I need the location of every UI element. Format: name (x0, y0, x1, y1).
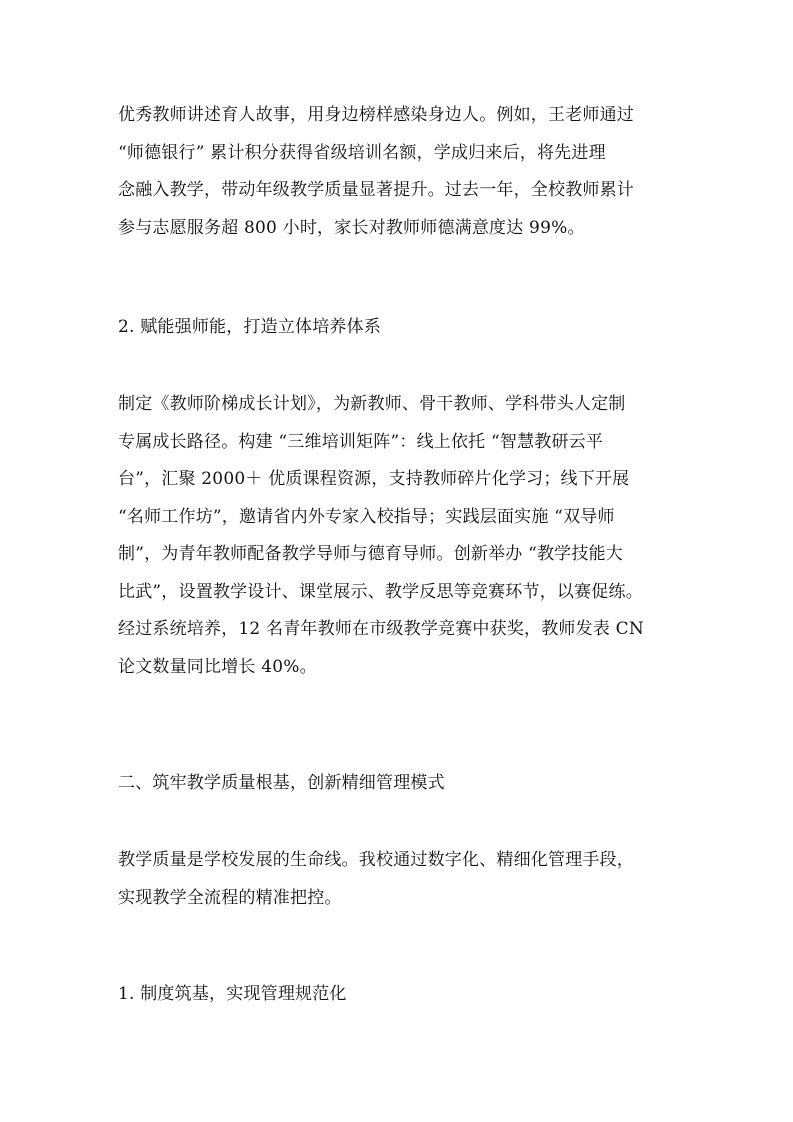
text-line: 参与志愿服务超 800 小时，家长对教师师德满意度达 99%。 (118, 217, 585, 238)
paragraph-quality-intro (118, 842, 678, 917)
text-line: 经过系统培养，12 名青年教师在市级教学竞赛中获奖，教师发表 CN (118, 619, 644, 639)
text-line: 专属成长路径。构建 “三维培训矩阵”：线上依托 “智慧教研云平 (118, 431, 604, 452)
text-line: 台”，汇聚 2000＋ 优质课程资源，支持教师碎片化学习；线下开展 (118, 469, 630, 489)
section-heading-teaching-quality (118, 765, 678, 803)
heading-text: 二、筑牢教学质量根基，创新精细管理模式 (118, 773, 445, 793)
text-line: 教学质量是学校发展的生命线。我校通过数字化、精细化管理手段， (118, 850, 634, 870)
text-line: 比武”，设置教学设计、课堂展示、教学反思等竞赛环节，以赛促练。 (118, 581, 643, 602)
heading-text: 1. 制度筑基，实现管理规范化 (118, 984, 347, 1004)
text-line: 实现教学全流程的精准把控。 (118, 887, 342, 908)
paragraph-training-system (118, 386, 678, 686)
section-heading-system-foundation (118, 976, 678, 1014)
text-line: 论文数量同比增长 40%。 (118, 656, 317, 677)
text-line: 优秀教师讲述育人故事，用身边榜样感染身边人。例如，王老师通过 (118, 105, 634, 125)
text-line: 制”，为青年教师配备教学导师与德育导师。创新举办 “教学技能大 (118, 544, 623, 564)
heading-text: 2. 赋能强师能，打造立体培养体系 (118, 317, 382, 337)
paragraph-teacher-ethics-example (118, 97, 678, 247)
text-line: “名师工作坊”，邀请省内外专家入校指导；实践层面实施 “双导师 (118, 506, 615, 527)
section-heading-teacher-training (118, 309, 678, 347)
text-line: 念融入教学，带动年级教学质量显著提升。过去一年，全校教师累计 (118, 180, 634, 200)
text-line: 制定《教师阶梯成长计划》，为新教师、骨干教师、学科带头人定制 (118, 394, 626, 414)
text-line: “师德银行” 累计积分获得省级培训名额，学成归来后，将先进理 (118, 142, 606, 163)
